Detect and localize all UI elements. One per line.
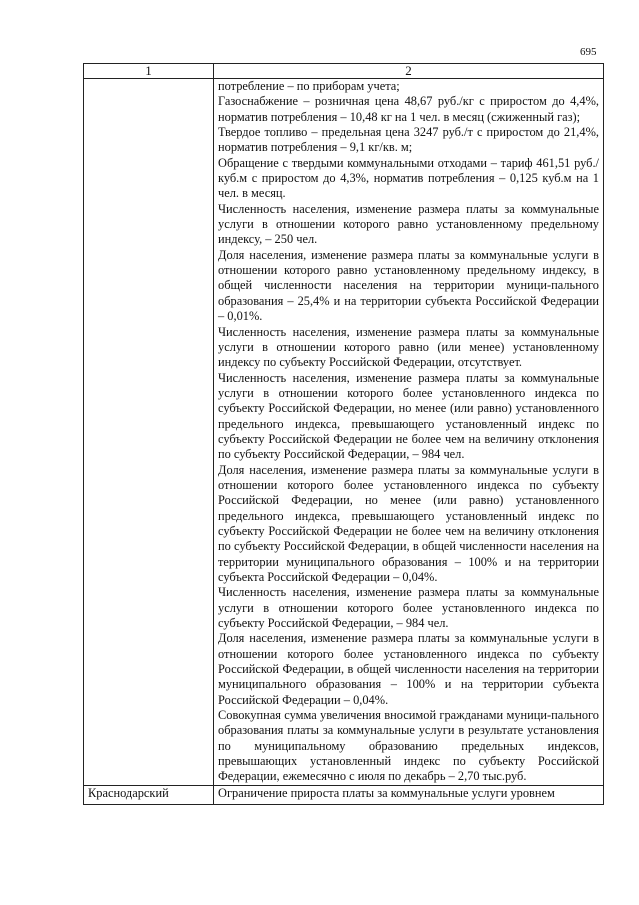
paragraph: Численность населения, изменение размера платы за коммунальные услуги в отношении которого более установленного индекса по субъекту Российской Федерации, но менее (или равно) установленного предельного индекса, превышающего установленный индекс по субъекту Российской Федерации не более чем на величину отклонения по субъекту Российской Федерации, – 984 чел. — [218, 370, 599, 462]
column-header-2: 2 — [214, 64, 604, 79]
paragraph: Ограничение прироста платы за коммунальные услуги уровнем — [218, 785, 555, 800]
paragraph: Твердое топливо – предельная цена 3247 руб./т с приростом до 21,4%, норматив потребления – 9,1 кг/кв. м; — [218, 125, 599, 155]
table-row — [84, 785, 604, 804]
region-cell: Краснодарский — [84, 785, 214, 804]
paragraph: Доля населения, изменение размера платы за коммунальные услуги в отношении которого равно установленному предельному индексу, в общей численности населения на территории муници-пального образования – 25,4% и на территории субъекта Российской Федерации – 0,01%. — [218, 247, 599, 324]
region-cell — [84, 79, 214, 786]
table-header-row — [84, 64, 604, 79]
column-header-1: 1 — [84, 64, 214, 79]
paragraph: Численность населения, изменение размера платы за коммунальные услуги в отношении которого более установленного индекса по субъекту Российской Федерации, – 984 чел. — [218, 585, 599, 631]
paragraph: Доля населения, изменение размера платы за коммунальные услуги в отношении которого более установленного индекса по субъекту Российской Федерации, в общей численности населения на территории муниципального образования – 100% и на территории субъекта Российской Федерации – 0,04%. — [218, 631, 599, 707]
paragraph: потребление – по приборам учета; — [218, 79, 400, 93]
description-cell — [214, 79, 604, 786]
table-row — [84, 79, 604, 786]
description-cell — [214, 785, 604, 804]
paragraph: Совокупная сумма увеличения вносимой гражданами муници-пального образования платы за коммунальные услуги в результате установления по муниципальному образованию предельных индексов, превышающих установленный индекс по субъекту Российской Федерации, ежемесячно с июля по декабрь – 2,70 тыс.руб. — [218, 708, 599, 784]
paragraph: Численность населения, изменение размера платы за коммунальные услуги в отношении которого равно установленному предельному индексу, – 250 чел. — [218, 201, 599, 247]
paragraph: Газоснабжение – розничная цена 48,67 руб./кг с приростом до 4,4%, норматив потребления – 10,48 кг на 1 чел. в месяц (сжиженный газ); — [218, 94, 599, 124]
page-number: 695 — [580, 46, 597, 58]
paragraph: Обращение с твердыми коммунальными отходами – тариф 461,51 руб./куб.м с приростом до 4,3%, норматив потребления – 0,125 куб.м на 1 чел. в месяц. — [218, 155, 599, 201]
tariff-table — [83, 63, 604, 805]
paragraph: Доля населения, изменение размера платы за коммунальные услуги в отношении которого более установленного индекса по субъекту Российской Федерации, но менее (или равно) установленного предельного индекса, превышающего установленный индекс по субъекту Российской Федерации не более чем на величину отклонения по субъекту Российской Федерации, в общей численности населения на территории муниципального образования – 100% и на территории субъекта Российской Федерации – 0,04%. — [218, 462, 599, 584]
paragraph: Численность населения, изменение размера платы за коммунальные услуги в отношении которого равно (или менее) установленному индексу по субъекту Российской Федерации, отсутствует. — [218, 324, 599, 370]
